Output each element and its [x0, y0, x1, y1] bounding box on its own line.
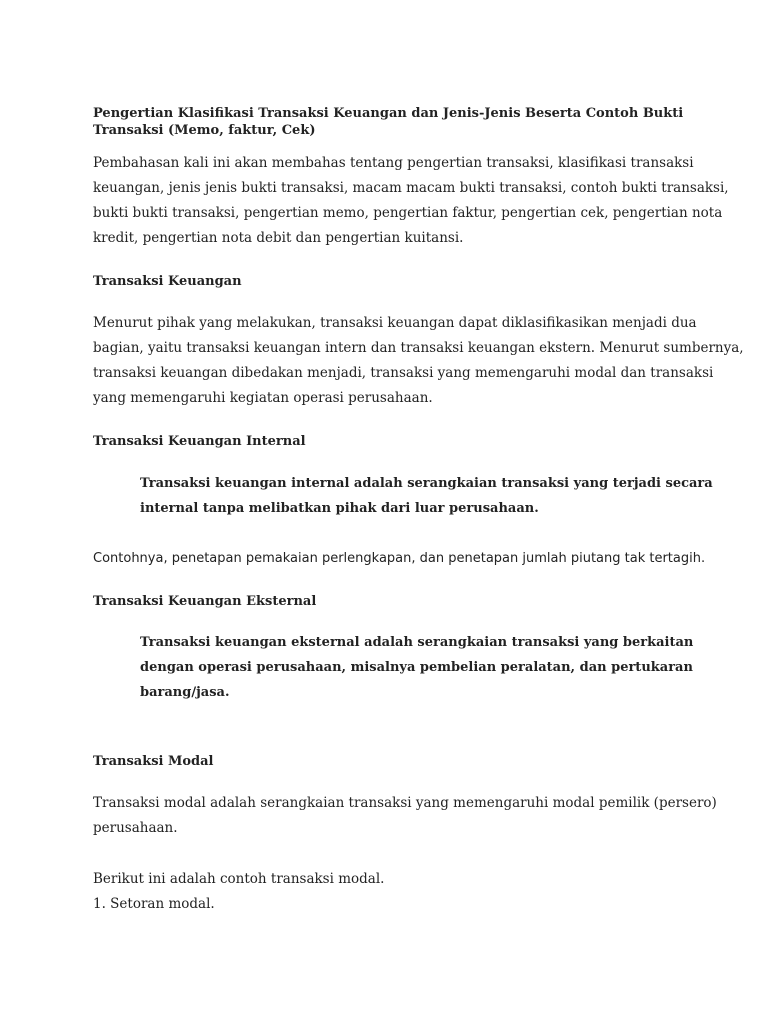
paragraph-line: transaksi keuangan dibedakan menjadi, transaksi yang memengaruhi modal dan transaksi: [93, 365, 714, 381]
section-heading-internal: Transaksi Keuangan Internal: [93, 434, 306, 449]
paragraph-line: Menurut pihak yang melakukan, transaksi keuangan dapat diklasifikasikan menjadi dua: [93, 315, 697, 331]
paragraph-line: kredit, pengertian nota debit dan pengertian kuitansi.: [93, 230, 464, 246]
document-title: [93, 105, 683, 139]
quote-line: Transaksi keuangan eksternal adalah serangkaian transaksi yang berkaitan: [140, 635, 694, 650]
list-item: 1. Setoran modal.: [93, 896, 215, 912]
modal-examples-intro: Berikut ini adalah contoh transaksi modal.: [93, 871, 385, 887]
section-heading-transaksi-keuangan: Transaksi Keuangan: [93, 274, 242, 289]
modal-examples: [93, 867, 384, 917]
quote-line: dengan operasi perusahaan, misalnya pembelian peralatan, dan pertukaran: [140, 660, 693, 675]
paragraph-line: bagian, yaitu transaksi keuangan intern dan transaksi keuangan ekstern. Menurut sumbernya,: [93, 340, 744, 356]
title-line: Transaksi (Memo, faktur, Cek): [93, 123, 316, 138]
transaksi-keuangan-paragraph: [93, 311, 744, 411]
modal-paragraph: [93, 791, 717, 841]
paragraph-line: perusahaan.: [93, 820, 178, 836]
quote-line: barang/jasa.: [140, 685, 230, 700]
internal-example: Contohnya, penetapan pemakaian perlengkapan, dan penetapan jumlah piutang tak tertagih.: [93, 551, 706, 566]
paragraph-line: bukti bukti transaksi, pengertian memo, pengertian faktur, pengertian cek, pengertian nota: [93, 205, 723, 221]
internal-definition-quote: [140, 471, 713, 521]
paragraph-line: keuangan, jenis jenis bukti transaksi, macam macam bukti transaksi, contoh bukti transaksi,: [93, 180, 729, 196]
section-heading-eksternal: Transaksi Keuangan Eksternal: [93, 594, 317, 609]
paragraph-line: Pembahasan kali ini akan membahas tentang pengertian transaksi, klasifikasi transaksi: [93, 155, 694, 171]
title-line: Pengertian Klasifikasi Transaksi Keuangan dan Jenis-Jenis Beserta Contoh Bukti: [93, 106, 684, 121]
intro-paragraph: [93, 151, 729, 251]
paragraph-line: yang memengaruhi kegiatan operasi perusahaan.: [93, 390, 433, 406]
section-heading-modal: Transaksi Modal: [93, 754, 214, 769]
eksternal-definition-quote: [140, 630, 693, 705]
paragraph-line: Transaksi modal adalah serangkaian transaksi yang memengaruhi modal pemilik (persero): [93, 795, 717, 811]
quote-line: Transaksi keuangan internal adalah serangkaian transaksi yang terjadi secara: [140, 476, 713, 491]
quote-line: internal tanpa melibatkan pihak dari luar perusahaan.: [140, 501, 539, 516]
